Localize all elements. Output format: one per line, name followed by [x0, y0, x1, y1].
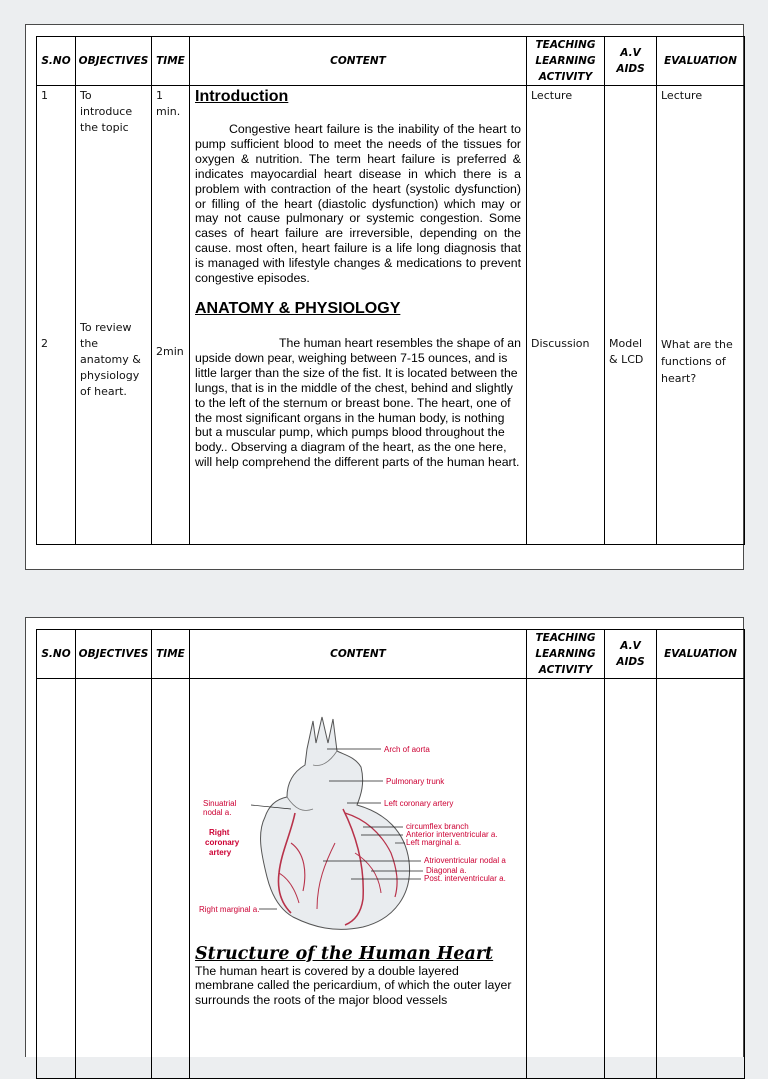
av-aids-cell	[605, 86, 657, 545]
header-av-aids: A.V AIDS	[605, 37, 657, 86]
objective-2: To review the anatomy & physiology of heart.	[80, 321, 141, 398]
header-evaluation: EVALUATION	[657, 37, 745, 86]
content-cell-2	[190, 679, 527, 1079]
label-diagonal: Diagonal a.	[426, 866, 467, 875]
heart-diagram	[195, 713, 525, 935]
header-objectives: OBJECTIVES	[76, 630, 152, 679]
label-atrioventricular: Atrioventricular nodal a	[424, 856, 506, 865]
label-left-marginal: Left marginal a.	[406, 838, 462, 847]
header-content: CONTENT	[190, 630, 527, 679]
header-objectives: OBJECTIVES	[76, 37, 152, 86]
label-sinuatrial-2: nodal a.	[203, 808, 232, 817]
sno-cell-2	[37, 679, 76, 1079]
sno-cell	[37, 86, 76, 545]
label-sinuatrial-1: Sinuatrial	[203, 799, 237, 808]
av-aids-cell-2	[605, 679, 657, 1079]
teaching-2: Discussion	[531, 337, 590, 350]
time-1: 1 min.	[156, 89, 181, 118]
structure-paragraph: The human heart is covered by a double layered membrane called the pericardium, of which the outer layer surrounds the roots of the major blood vessels	[195, 963, 512, 1007]
label-pulmonary: Pulmonary trunk	[386, 777, 445, 786]
label-posterior: Post. interventricular a.	[424, 874, 506, 883]
time-cell-2	[152, 679, 190, 1079]
anatomy-heading: ANATOMY & PHYSIOLOGY	[195, 299, 401, 317]
page-1	[25, 24, 744, 570]
lesson-plan-table-1	[36, 36, 745, 545]
evaluation-2: What are the functions of heart?	[661, 338, 733, 385]
label-circumflex: circumflex branch	[406, 822, 469, 831]
objectives-cell	[76, 86, 152, 545]
header-row-2	[37, 630, 745, 679]
header-teaching: TEACHING LEARNING ACTIVITY	[527, 37, 605, 86]
objectives-cell-2	[76, 679, 152, 1079]
label-anterior: Anterior interventricular a.	[406, 830, 498, 839]
sno-2: 2	[41, 337, 48, 350]
body-row	[37, 86, 745, 545]
label-right-marginal: Right marginal a.	[199, 905, 260, 914]
evaluation-cell-2	[657, 679, 745, 1079]
label-right-coronary-1: Right	[209, 828, 230, 837]
structure-heading: Structure of the Human Heart	[195, 943, 494, 964]
page-2	[25, 617, 744, 1057]
sno-1: 1	[41, 89, 48, 102]
time-cell	[152, 86, 190, 545]
objective-1: To introduce the topic	[80, 89, 133, 134]
intro-paragraph: Congestive heart failure is the inability of the heart to pump sufficient blood to meet the needs of the tissues for oxygen & nutrition. The term heart failure is preferred & indicates mayocardial heart disease in which there is a problem with contraction of the heart (systolic dysfunction) or filling of the heart (diastolic dysfunction) which may or may not cause pulmonary or systemic congestion. Some cases of heart failure are irreversible, depending on the cause. most often, heart failure is a life long diagnosis that is managed with lifestyle changes & medications to prevent congestive episodes.	[195, 122, 521, 286]
av-aids-2: Model & LCD	[609, 337, 644, 366]
header-time: TIME	[152, 630, 190, 679]
header-row	[37, 37, 745, 86]
anatomy-paragraph: The human heart resembles the shape of an upside down pear, weighing between 7-15 ounces, and is little larger than the size of the fist. It is located between the lungs, that is in the middle of the chest, behind and slightly to the left of the sternum or breast bone. The heart, one of the most significant organs in the human body, is nothing but a muscular pump, which pumps blood throughout the body.. Observing a diagram of the heart, as the one here, will help comprehend the different parts of the human heart.	[195, 335, 521, 470]
intro-heading: Introduction	[195, 88, 289, 105]
label-left-coronary: Left coronary artery	[384, 799, 454, 808]
header-content: CONTENT	[190, 37, 527, 86]
evaluation-cell	[657, 86, 745, 545]
teaching-cell	[527, 86, 605, 545]
time-2: 2min	[156, 345, 184, 358]
header-av-aids: A.V AIDS	[605, 630, 657, 679]
header-time: TIME	[152, 37, 190, 86]
label-arch: Arch of aorta	[384, 745, 430, 754]
header-evaluation: EVALUATION	[657, 630, 745, 679]
header-teaching: TEACHING LEARNING ACTIVITY	[527, 630, 605, 679]
header-sno: S.NO	[37, 630, 76, 679]
lesson-plan-table-2	[36, 629, 745, 1079]
teaching-1: Lecture	[531, 89, 573, 102]
teaching-cell-2	[527, 679, 605, 1079]
label-right-coronary-2: coronary	[205, 838, 240, 847]
body-row-2	[37, 679, 745, 1079]
label-right-coronary-3: artery	[209, 848, 232, 857]
content-cell	[190, 86, 527, 545]
header-sno: S.NO	[37, 37, 76, 86]
evaluation-1: Lecture	[661, 89, 703, 102]
